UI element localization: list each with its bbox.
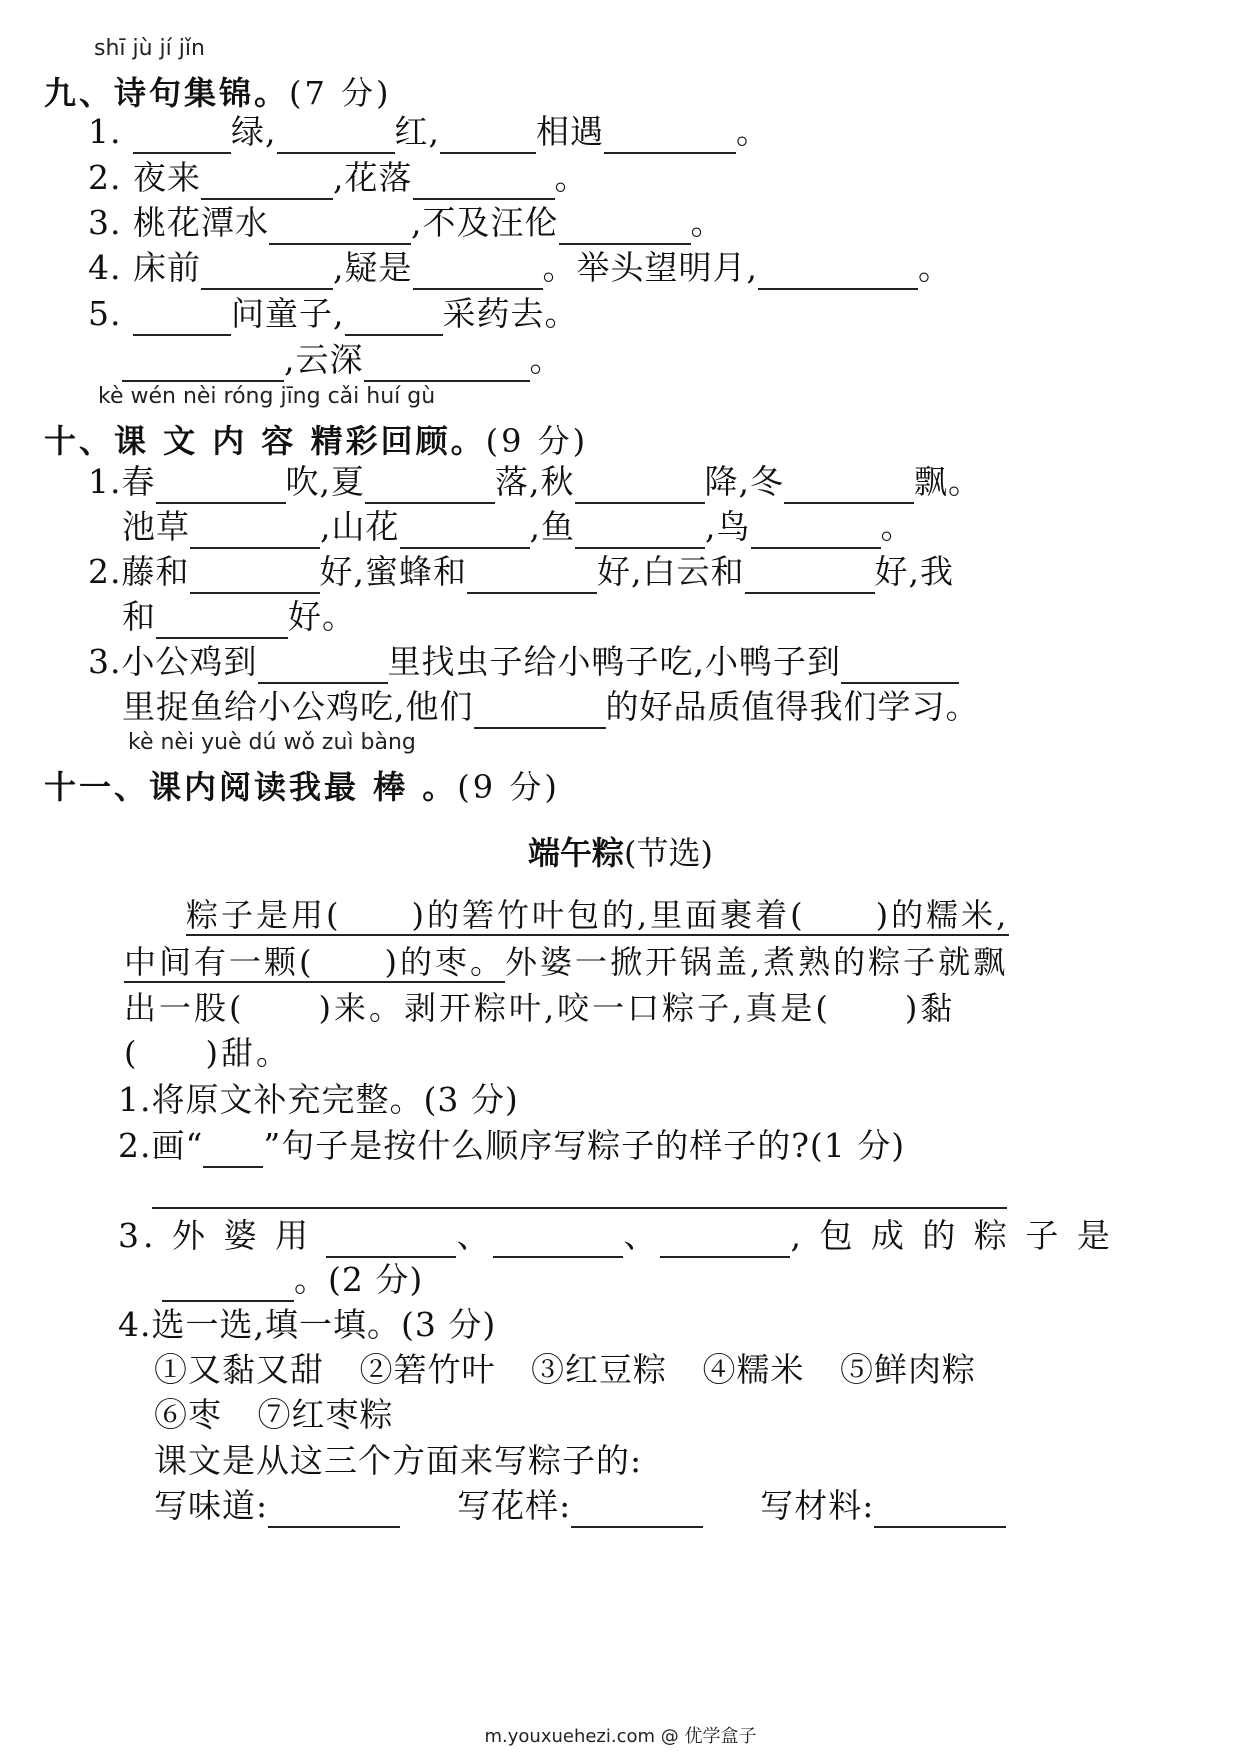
blank[interactable] — [162, 1264, 294, 1302]
item-text: 好。 — [288, 597, 356, 636]
blank[interactable] — [841, 646, 959, 684]
underlined-sentence — [124, 943, 505, 983]
item-number: 5. — [88, 294, 122, 333]
s11-title: 十一、课内阅读我最 棒 。 — [44, 768, 458, 806]
item-text: 。 — [736, 112, 770, 151]
item-text: 。 — [880, 507, 915, 546]
passage-text: 粽子是用( — [186, 896, 342, 934]
blank[interactable] — [277, 116, 395, 154]
blank[interactable] — [758, 252, 918, 290]
s10-item-3 — [88, 640, 959, 684]
passage-line-4 — [124, 1031, 291, 1075]
answer-line[interactable] — [152, 1205, 1007, 1209]
item-text: ,疑是 — [333, 248, 413, 287]
passage-text: 外婆一掀开锅盖,煮熟的粽子就飘 — [505, 943, 1009, 981]
blank[interactable] — [156, 601, 288, 639]
item-text: 。 — [690, 203, 725, 242]
item-text: ,花落 — [333, 158, 413, 197]
blank[interactable] — [156, 466, 286, 504]
item-number: 2. — [88, 158, 122, 197]
passage-title-text: 端午粽 — [528, 834, 625, 872]
options-row-2: ⑥枣 ⑦红枣粽 — [154, 1395, 394, 1434]
underline-sample — [203, 1136, 263, 1168]
blank[interactable] — [190, 556, 320, 594]
item-text: 里找虫子给小鸭子吃,小鸭子到 — [387, 642, 841, 681]
item-text: ,不及汪伦 — [411, 203, 559, 242]
blank[interactable] — [874, 1490, 1006, 1528]
item-text: 春 — [121, 462, 156, 501]
s10-title: 十、课 文 内 容 精彩回顾。 — [44, 422, 486, 460]
blank[interactable] — [467, 556, 597, 594]
answer-label: 写花样: — [457, 1486, 572, 1525]
blank[interactable] — [345, 298, 443, 336]
item-text: 好,白云和 — [597, 552, 745, 591]
blank[interactable] — [133, 298, 231, 336]
question-text: 、 — [623, 1216, 661, 1255]
item-number: 1. — [88, 462, 122, 501]
item-text: 红, — [394, 112, 440, 151]
passage-line-1 — [186, 893, 1009, 937]
blank[interactable] — [571, 1490, 703, 1528]
item-text: 。 — [554, 158, 589, 197]
item-text: 降,冬 — [704, 462, 784, 501]
item-text: 好,我 — [874, 552, 954, 591]
s10-item-1 — [88, 460, 982, 504]
item-number: 4. — [88, 248, 122, 287]
passage-text: )黏 — [904, 989, 956, 1027]
item-number: 3. — [88, 642, 122, 681]
blank[interactable] — [559, 207, 691, 245]
item-text: 床前 — [133, 248, 201, 287]
question-text: 、 — [456, 1216, 494, 1255]
item-number: 3. — [88, 203, 122, 242]
blank[interactable] — [575, 466, 705, 504]
passage-text: 中间有一颗( — [124, 943, 315, 981]
passage-text: )的枣。 — [384, 943, 505, 981]
s10-item-2 — [88, 550, 954, 594]
passage-line-2 — [124, 940, 1008, 984]
item-text: 吹,夏 — [285, 462, 365, 501]
question-3-cont — [162, 1258, 423, 1302]
blank[interactable] — [413, 252, 543, 290]
s9-item-1 — [88, 110, 770, 154]
question-1: 1.将原文补充完整。(3 分) — [118, 1080, 519, 1119]
question-4-prompt: 课文是从这三个方面来写粽子的: — [154, 1441, 643, 1480]
answer-label: 写材料: — [760, 1486, 875, 1525]
s9-item-4 — [88, 246, 952, 290]
blank[interactable] — [493, 1220, 623, 1258]
passage-line-3 — [124, 986, 955, 1030]
blank[interactable] — [365, 466, 495, 504]
s11-pinyin: kè nèi yuè dú wǒ zuì bàng — [128, 730, 416, 755]
passage-text: )甜。 — [205, 1034, 291, 1072]
blank[interactable] — [400, 511, 530, 549]
blank[interactable] — [201, 162, 333, 200]
passage-text: )来。剥开粽叶,咬一口粽子,真是( — [318, 989, 831, 1027]
question-text: 2.画“ — [118, 1126, 204, 1165]
s11-heading — [44, 762, 560, 808]
item-text: 池草 — [122, 507, 190, 546]
blank[interactable] — [745, 556, 875, 594]
passage-text: )的箬竹叶包的,里面裹着( — [411, 896, 806, 934]
item-text: ,山花 — [320, 507, 400, 546]
s9-item-2 — [88, 156, 589, 200]
item-text: 小公鸡到 — [121, 642, 258, 681]
blank[interactable] — [258, 646, 388, 684]
s9-pinyin: shī jù jí jǐn — [94, 36, 205, 61]
blank[interactable] — [474, 691, 606, 729]
question-text: 。(2 分) — [294, 1260, 424, 1299]
blank[interactable] — [364, 344, 530, 382]
item-text: 采药去。 — [442, 294, 579, 333]
s10-item-3-cont — [122, 685, 980, 729]
blank[interactable] — [190, 511, 320, 549]
item-text: 的好品质值得我们学习。 — [605, 687, 980, 726]
question-4-answers — [154, 1484, 1006, 1528]
item-text: 夜来 — [133, 158, 201, 197]
s11-score: (9 分) — [457, 768, 560, 806]
blank[interactable] — [604, 116, 736, 154]
item-text: 绿, — [231, 112, 277, 151]
passage-text: )的糯米, — [875, 896, 1010, 934]
s10-heading — [44, 416, 588, 462]
question-3 — [118, 1214, 1114, 1258]
question-4: 4.选一选,填一填。(3 分) — [118, 1305, 497, 1344]
item-text: ,云深 — [284, 340, 364, 379]
blank[interactable] — [269, 207, 411, 245]
blank[interactable] — [413, 162, 555, 200]
item-text: 里捉鱼给小公鸡吃,他们 — [122, 687, 474, 726]
item-text: ,鸟 — [705, 507, 751, 546]
item-number: 2. — [88, 552, 122, 591]
item-text: 桃花潭水 — [133, 203, 269, 242]
s10-item-2-cont — [122, 595, 356, 639]
blank[interactable] — [268, 1490, 400, 1528]
s10-item-1-cont — [122, 505, 915, 549]
item-text: 。 — [918, 248, 952, 287]
passage-text: ( — [124, 1034, 140, 1072]
item-text: 相遇 — [536, 112, 604, 151]
item-text: 好,蜜蜂和 — [319, 552, 467, 591]
s10-score: (9 分) — [485, 422, 589, 460]
options-row-1: ①又黏又甜 ②箬竹叶 ③红豆粽 ④糯米 ⑤鲜肉粽 — [154, 1350, 976, 1389]
item-text: 和 — [122, 597, 156, 636]
blank[interactable] — [440, 116, 536, 154]
s10-pinyin: kè wén nèi róng jīng cǎi huí gù — [98, 384, 436, 409]
underlined-sentence — [186, 896, 1009, 936]
answer-label: 写味道: — [154, 1486, 269, 1525]
footer-watermark: m.youxuehezi.com @ 优学盒子 — [484, 1726, 757, 1747]
blank[interactable] — [201, 252, 333, 290]
item-text: 问童子, — [231, 294, 345, 333]
s9-title: 九、诗句集锦。 — [44, 74, 290, 112]
s9-item-5 — [88, 292, 579, 336]
question-2 — [118, 1124, 905, 1168]
item-text: 。 — [529, 340, 564, 379]
s9-heading — [44, 68, 392, 114]
question-text: , 包 成 的 粽 子 是 — [790, 1216, 1114, 1255]
s9-item-5-cont — [122, 338, 564, 382]
blank[interactable] — [575, 511, 705, 549]
item-text: ,鱼 — [529, 507, 575, 546]
item-number: 1. — [88, 112, 122, 151]
question-text: ”句子是按什么顺序写粽子的样子的?(1 分) — [263, 1126, 906, 1165]
question-text: 3. 外 婆 用 — [118, 1216, 312, 1255]
item-text: 落,秋 — [495, 462, 575, 501]
s9-score: (7 分) — [289, 74, 392, 112]
blank[interactable] — [660, 1220, 790, 1258]
blank[interactable] — [751, 511, 881, 549]
blank[interactable] — [326, 1220, 456, 1258]
passage-subtitle: (节选) — [624, 834, 713, 872]
blank[interactable] — [133, 116, 231, 154]
passage-title — [0, 828, 1241, 874]
s9-item-3 — [88, 201, 725, 245]
item-text: 飘。 — [914, 462, 982, 501]
blank[interactable] — [784, 466, 914, 504]
passage-text: 出一股( — [124, 989, 245, 1027]
item-text: 藤和 — [121, 552, 190, 591]
blank[interactable] — [122, 344, 284, 382]
item-text: 。举头望明月, — [542, 248, 758, 287]
